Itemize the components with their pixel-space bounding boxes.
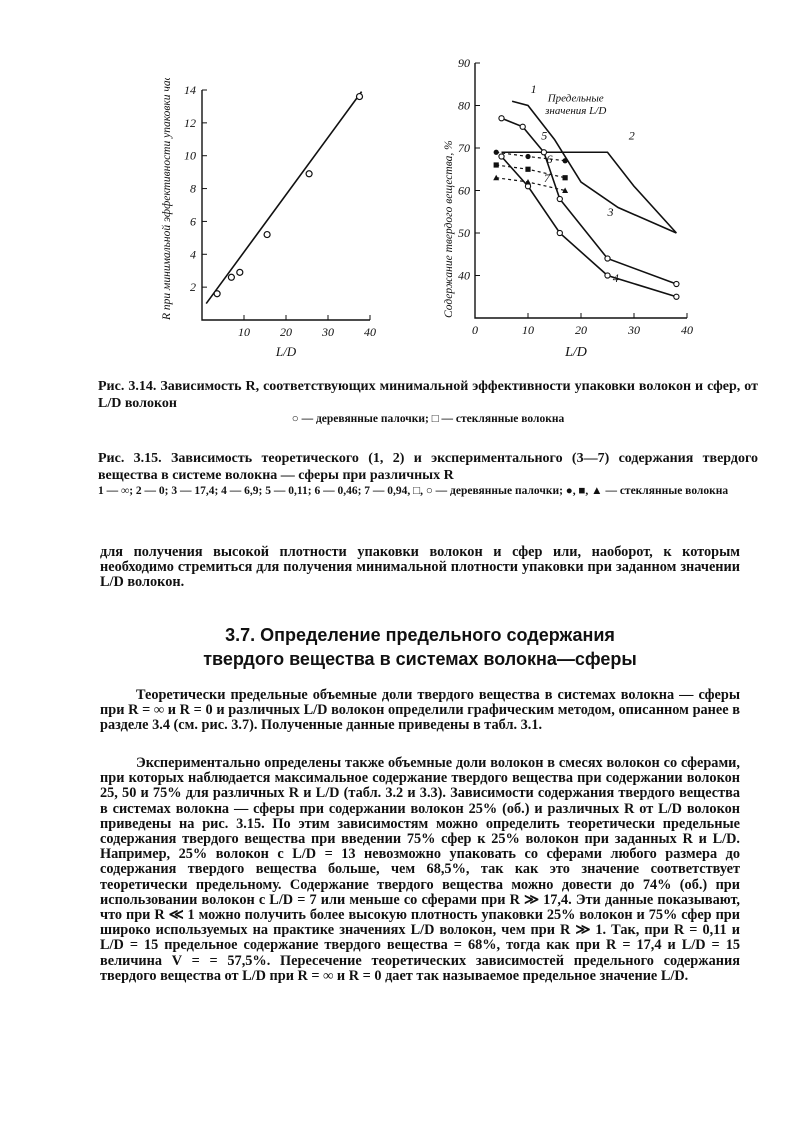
data-point-circle [237,269,243,275]
y-tick-label: 60 [458,183,470,198]
y-tick-label: 80 [458,98,470,113]
data-point-circle [557,196,562,201]
curve-label-4: 4 [612,270,619,285]
y-tick-label: 6 [190,214,196,229]
data-point-circle [557,230,562,235]
data-point-circle [605,256,610,261]
curve-label-5: 5 [541,128,548,143]
y-tick-label: 8 [190,181,196,196]
paragraph-2 [100,756,740,984]
y-tick-label: 50 [458,226,470,240]
figure-3-15-legend: 1 — ∞; 2 — 0; 3 — 17,4; 4 — 6,9; 5 — 0,11; 6 — 0,46; 7 — 0,94, □, ○ — деревянные палочки; ●, ■, ▲ — стеклянные волокна [98,485,729,497]
paragraph-intro-text: для получения высокой плотности упаковки волокон и сфер или, наоборот, к которым необходимо стремиться для получения минимальной плотности упаковки при заданном значении L/D волокон. [100,544,740,591]
figure-3-15-svg [430,55,710,370]
x-tick-label: 10 [522,323,534,337]
curve-label-3: 3 [607,205,614,219]
figure-3-14-legend: ○ — деревянные палочки; □ — стеклянные волокна [291,413,565,425]
paragraph-intro [100,545,740,591]
section-heading-line-1: 3.7. Определение предельного содержания [225,625,615,645]
figure-3-14-caption-text: Рис. 3.14. Зависимость R, соответствующих минимальной эффективности упаковки волокон и сфер, от L/D волокон [98,379,758,411]
annotation-line-1: Предельные [547,92,604,105]
curve-label-1: 1 [530,81,537,96]
data-point-circle [520,124,525,129]
y-tick-label: 70 [458,141,470,155]
y-tick-label: 4 [190,247,196,262]
y-tick-label: 14 [184,83,196,97]
figure-3-15-chart [430,55,710,370]
series-line-4 [502,157,677,297]
y-axis-label: R при минимальной эффективности упаковки частиц [161,78,173,320]
x-axis-label: L/D [565,345,587,360]
data-point-circle [605,273,610,278]
data-point-circle [674,294,679,299]
series-line-5 [496,152,565,161]
fit-line [206,92,361,304]
figure-3-14-chart [160,78,380,368]
x-tick-label: 40 [681,323,693,337]
data-point-filled-circle [494,150,499,155]
curve-label-7: 7 [543,171,550,185]
data-point-circle [499,154,504,159]
x-tick-label: 30 [322,325,334,339]
data-point-filled-square [525,167,530,172]
y-tick-label: 10 [184,148,196,163]
data-point-circle [228,274,234,280]
series-line-6 [496,165,565,178]
data-point-circle [674,281,679,286]
annotation-line-2: значения L/D [545,105,607,117]
data-point-filled-square [563,175,568,180]
y-tick-label: 2 [190,280,196,295]
figure-3-14-svg [160,78,380,368]
section-heading [100,623,740,671]
section-heading-line-2: твердого вещества в системах волокна—сферы [203,649,637,669]
y-axis-label: Содержание твердого вещества, % [443,140,455,318]
data-point-circle [499,116,504,121]
x-tick-label: 0 [472,323,478,337]
y-tick-label: 90 [458,56,470,70]
paragraph-1 [100,688,740,734]
figure-3-14-caption [98,378,758,426]
curve-label-2: 2 [628,128,635,143]
y-tick-label: 12 [184,115,196,130]
data-point-circle [214,291,220,297]
x-tick-label: 20 [575,323,587,337]
x-axis-label: L/D [275,344,297,359]
data-point-filled-circle [563,158,568,163]
y-tick-label: 40 [458,268,470,283]
figure-3-15-caption [98,450,758,498]
paragraph-2-text: Экспериментально определены также объемные доли волокон в смесях волокон со сферами, при которых наблюдается максимальное содержание твердого вещества при содержании волокон 25, 50 и 75% для различных R и L/D (табл. 3.2 и 3.3). Зависимости содержания твердого вещества в системах волокна — сферы при содержании волокон 25% (об.) и различных R от L/D волокон приведены на рис. 3.15. По этим зависимостям можно определить теоретически предельные содержания твердого вещества при введении 75% сфер к 25% волокон при заданных R и L/D. Например, 25% волокон с L/D = 13 невозможно упаковать со сферами любого размера до содержания твердого вещества больше, чем 68,5%, так как это значение соответствует теоретически предельному. Содержание твердого вещества можно довести до 74% (об.) при использовании волокон с L/D = 7 или меньше со сферами при R ≫ 17,4. Эти данные показывают, что при R ≪ 1 можно получить более высокую плотность упаковки 25% волокон и 75% сфер при широко используемых на практике значениях L/D волокон, чем при R ≫ 1. Так, при R = 0,11 и L/D = 15 предельное содержание твердого вещества = 68%, тогда как при R = 17,4 и L/D = 15 величина V = = 57,5%. Пересечение теоретических зависимостей предельного содержания твердого вещества от L/D при R = ∞ и R = 0 дает так называемое предельное значение L/D. [100,755,741,984]
figure-3-15-caption-text: Рис. 3.15. Зависимость теоретического (1, 2) и экспериментального (3—7) содержания твердого вещества в системе волокна — сферы при различных R [98,451,758,483]
data-point-filled-triangle [525,179,531,185]
x-tick-label: 10 [238,325,250,339]
x-tick-label: 40 [364,325,376,339]
x-tick-label: 30 [628,323,640,337]
paragraph-1-text: Теоретически предельные объемные доли твердого вещества в системах волокна — сферы при R = ∞ и R = 0 и различных L/D волокон определили графическим методом, описанном ранее в разделе 3.4 (см. рис. 3.7). Полученные данные приведены в табл. 3.1. [100,687,740,734]
x-tick-label: 20 [280,325,292,339]
curve-label-6: 6 [546,151,553,166]
data-point-circle [264,232,270,238]
axes [202,90,370,320]
data-point-filled-circle [525,154,530,159]
data-point-circle [306,171,312,177]
data-point-circle [357,94,363,100]
data-point-filled-square [494,162,499,167]
series-line-1 [512,101,676,233]
